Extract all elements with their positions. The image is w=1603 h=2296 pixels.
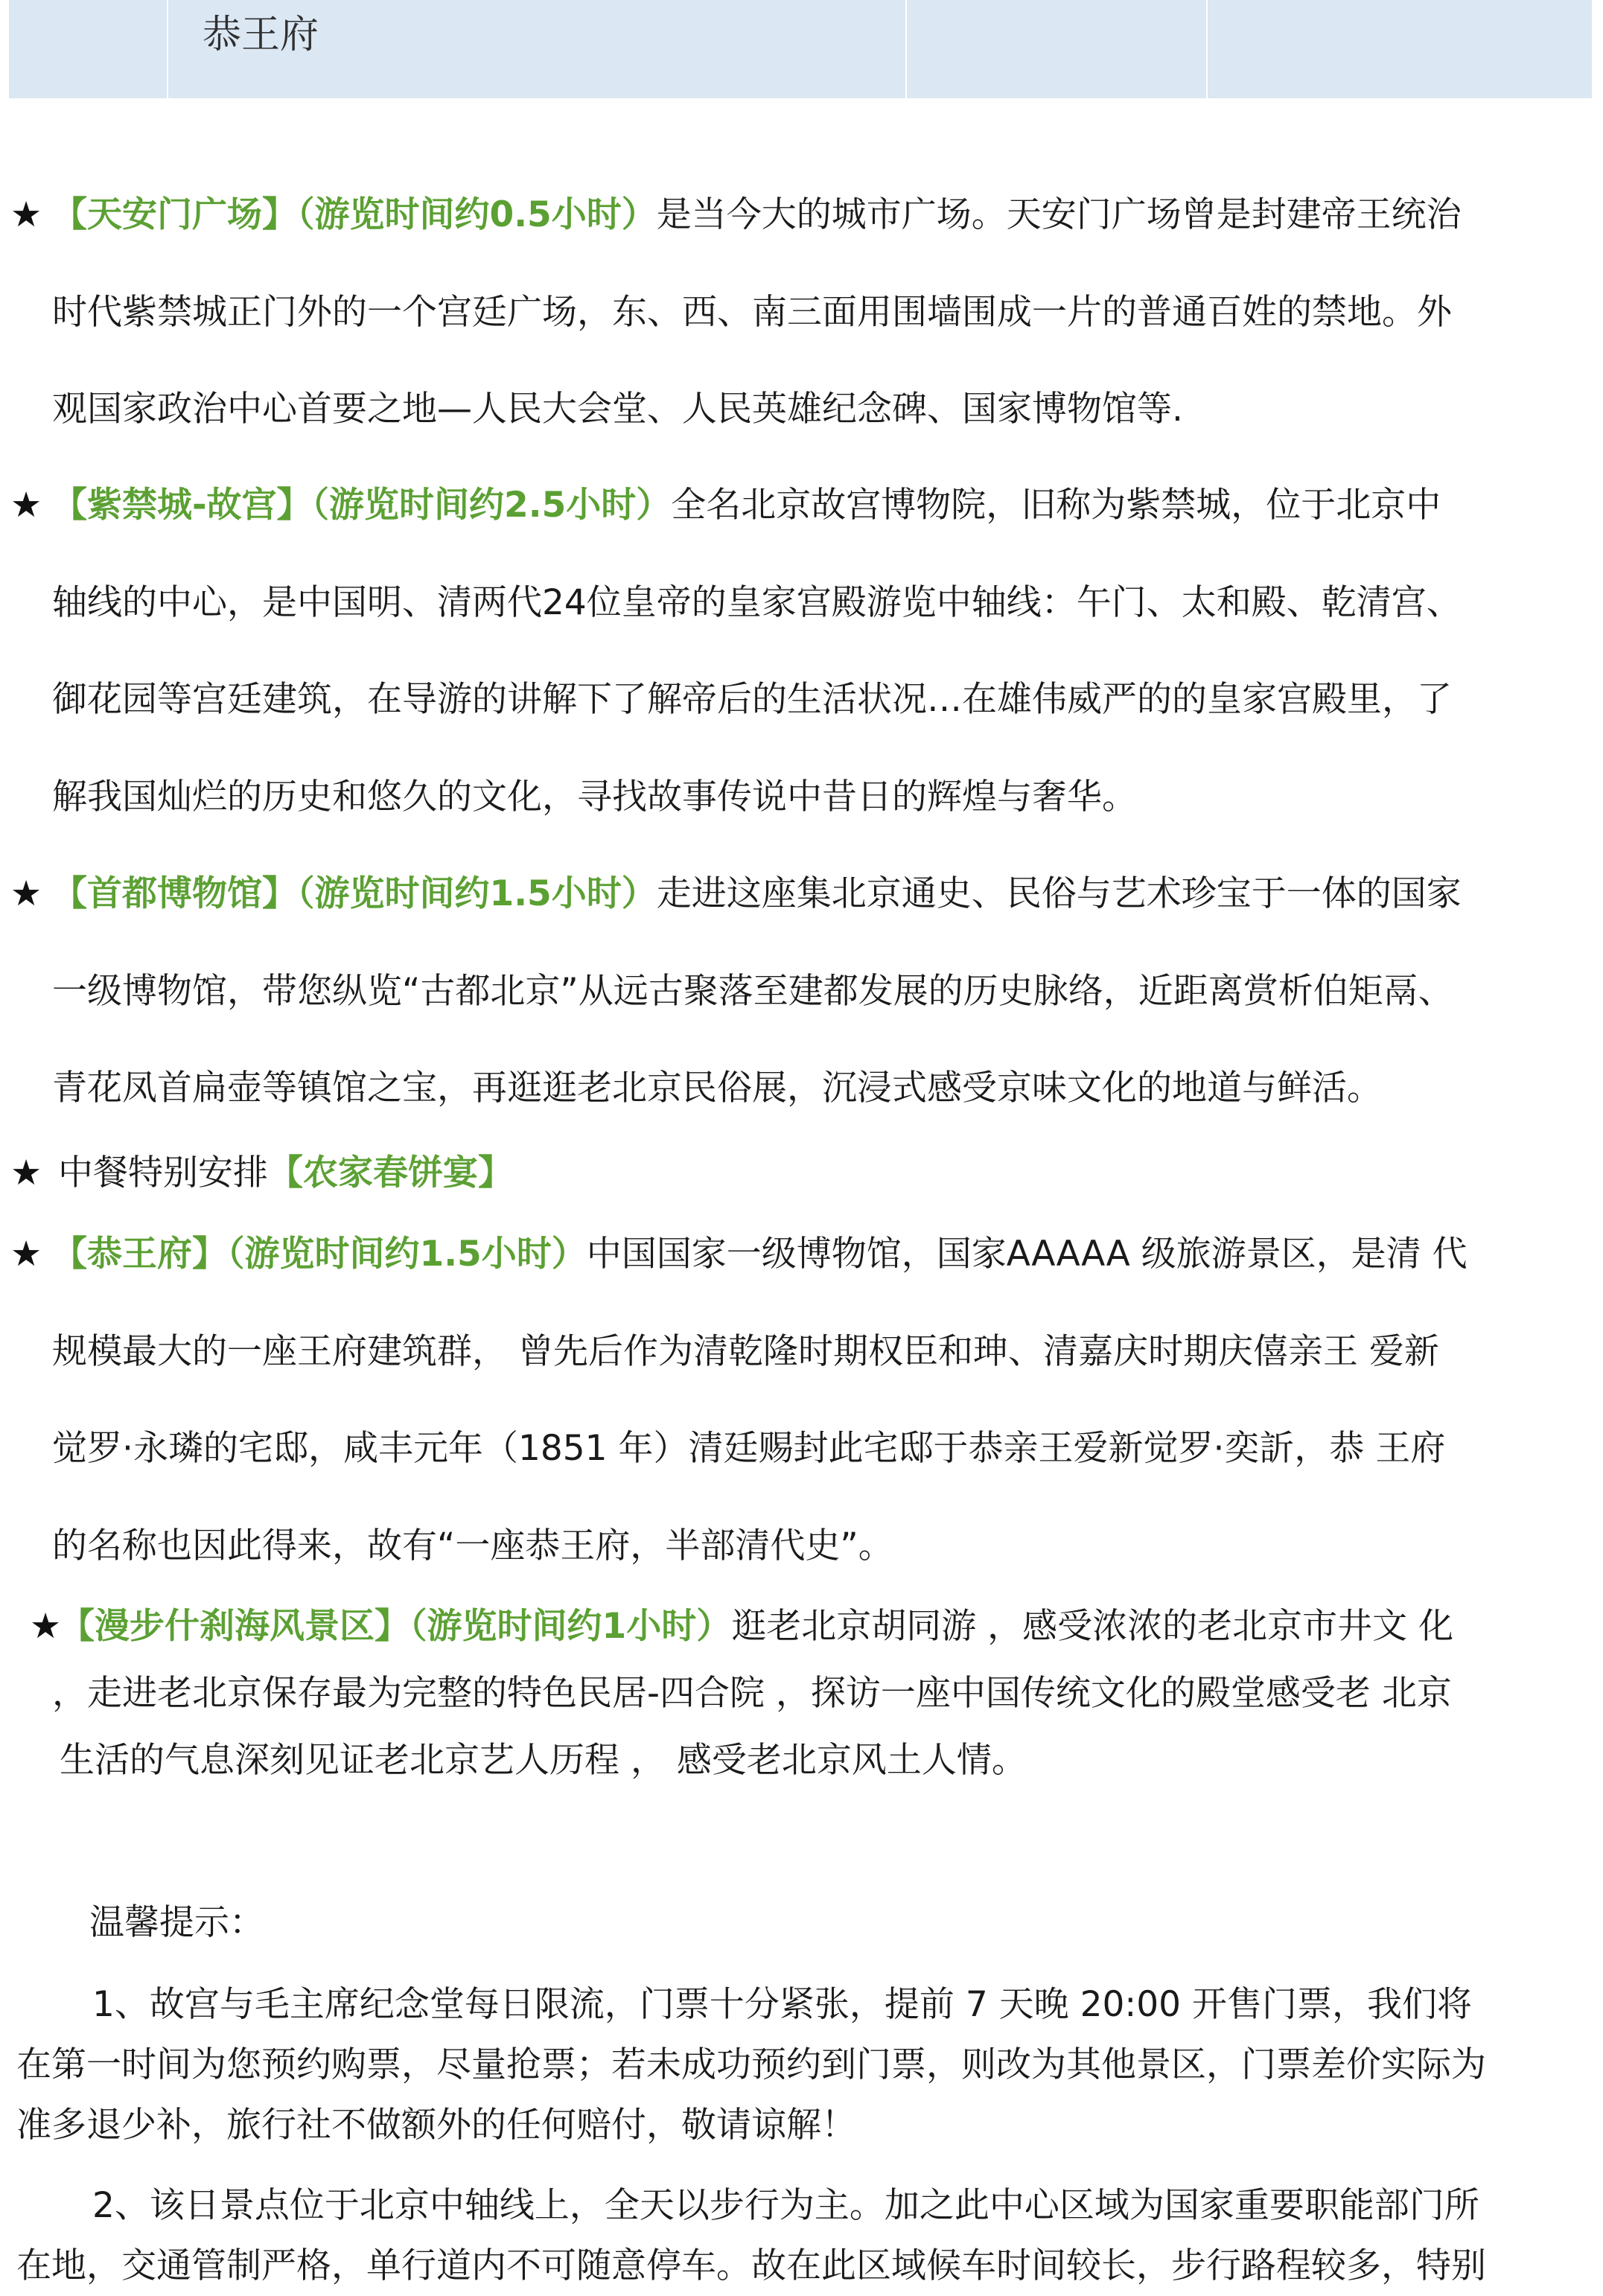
table-cell-title <box>167 0 905 98</box>
attraction-tiananmen <box>10 167 1581 459</box>
star-icon: ★ <box>10 873 42 914</box>
attraction-shichahai <box>30 1593 1601 1794</box>
attraction-text-line: 时代紫禁城正门外的一个宫廷广场，东、西、南三面用围墙围成一片的普通百姓的禁地。外 <box>52 291 1452 333</box>
attraction-text-line: 生活的气息深刻见证老北京艺人历程 ， 感受老北京风土人情。 <box>60 1740 1027 1781</box>
attraction-text-line: 走进这座集北京通史、民俗与艺术珍宝于一体的国家 <box>656 873 1462 914</box>
attraction-text-line: 观国家政治中心首要之地—人民大会堂、人民英雄纪念碑、国家博物馆等. <box>52 389 1183 430</box>
notice-item-1 <box>16 1974 1595 2155</box>
notice-line: 在地，交通管制严格，单行道内不可随意停车。故在此区域候车时间较长，步行路程较多，特别 <box>16 2245 1486 2286</box>
attraction-text-line: 的名称也因此得来，故有“一座恭王府，半部清代史”。 <box>52 1525 893 1566</box>
header-table-row <box>9 0 1592 98</box>
attraction-text-line: 全名北京故宫博物院，旧称为紫禁城，位于北京中 <box>671 485 1441 526</box>
notice-title: 温馨提示： <box>89 1902 264 1943</box>
notice-line: 准多退少补，旅行社不做额外的任何赔付，敬请谅解！ <box>16 2105 856 2146</box>
notice-item-2 <box>16 2175 1595 2296</box>
attraction-title: 【恭王府】（游览时间约1.5小时） <box>52 1234 587 1275</box>
attraction-text-line: 觉罗·永璘的宅邸，咸丰元年（1851 年）清廷赐封此宅邸于恭亲王爱新觉罗·奕訢，恭 王府 <box>52 1428 1446 1469</box>
star-icon: ★ <box>10 194 42 235</box>
attraction-capital-museum <box>10 846 1581 1138</box>
table-cell-empty <box>9 0 165 98</box>
notice-line: 1、故宫与毛主席纪念堂每日限流，门票十分紧张，提前 7 天晚 20:00 开售门票，我们将 <box>92 1984 1473 2025</box>
attraction-forbidden-city <box>10 457 1581 846</box>
attraction-title: 【紫禁城-故宫】（游览时间约2.5小时） <box>52 485 672 526</box>
attraction-text-line: 中国国家一级博物馆，国家AAAAA 级旅游景区，是清 代 <box>586 1234 1467 1275</box>
attraction-text-line: ，走进老北京保存最为完整的特色民居-四合院 ，探访一座中国传统文化的殿堂感受老 北京 <box>52 1673 1452 1714</box>
attraction-text-line: 青花凤首扁壶等镇馆之宝，再逛逛老北京民俗展，沉浸式感受京味文化的地道与鲜活。 <box>52 1068 1382 1109</box>
lunch-title: 【农家春饼宴】 <box>268 1152 513 1193</box>
star-icon: ★ <box>30 1606 62 1647</box>
star-icon: ★ <box>10 485 42 526</box>
attraction-text-line: 轴线的中心，是中国明、清两代24位皇帝的皇家宫殿游览中轴线：午门、太和殿、乾清宫、 <box>52 581 1462 623</box>
attraction-text-line: 解我国灿烂的历史和悠久的文化，寻找故事传说中昔日的辉煌与奢华。 <box>52 776 1137 817</box>
table-cell-empty <box>1206 0 1593 98</box>
lunch-arrangement <box>10 1136 1581 1211</box>
attraction-title: 【首都博物馆】（游览时间约1.5小时） <box>52 873 657 914</box>
attraction-text-line: 是当今大的城市广场。天安门广场曾是封建帝王统治 <box>656 194 1462 235</box>
table-cell-text: 恭王府 <box>203 13 319 57</box>
table-cell-empty <box>905 0 1206 98</box>
attraction-text-line: 一级博物馆，带您纵览“古都北京”从远古聚落至建都发展的历史脉络，近距离赏析伯矩鬲、 <box>52 970 1453 1012</box>
attraction-text-line: 逛老北京胡同游 ，感受浓浓的老北京市井文 化 <box>731 1606 1454 1647</box>
attraction-prince-gong-mansion <box>10 1206 1581 1595</box>
notice-line: 2、该日景点位于北京中轴线上，全天以步行为主。加之此中心区域为国家重要职能部门所 <box>92 2185 1479 2226</box>
attraction-text-line: 御花园等宫廷建筑，在导游的讲解下了解帝后的生活状况…在雄伟威严的的皇家宫殿里，了 <box>52 679 1452 720</box>
star-icon: ★ <box>10 1152 42 1193</box>
star-icon: ★ <box>10 1234 42 1275</box>
lunch-prefix: 中餐特别安排 <box>58 1152 268 1193</box>
attraction-text-line: 规模最大的一座王府建筑群， 曾先后作为清乾隆时期权臣和珅、清嘉庆时期庆僖亲王 爱新 <box>52 1330 1439 1372</box>
notice-line: 在第一时间为您预约购票，尽量抢票；若未成功预约到门票，则改为其他景区，门票差价实际为 <box>16 2044 1486 2085</box>
attraction-title: 【漫步什刹海风景区】（游览时间约1小时） <box>60 1606 732 1647</box>
attraction-title: 【天安门广场】（游览时间约0.5小时） <box>52 194 657 235</box>
